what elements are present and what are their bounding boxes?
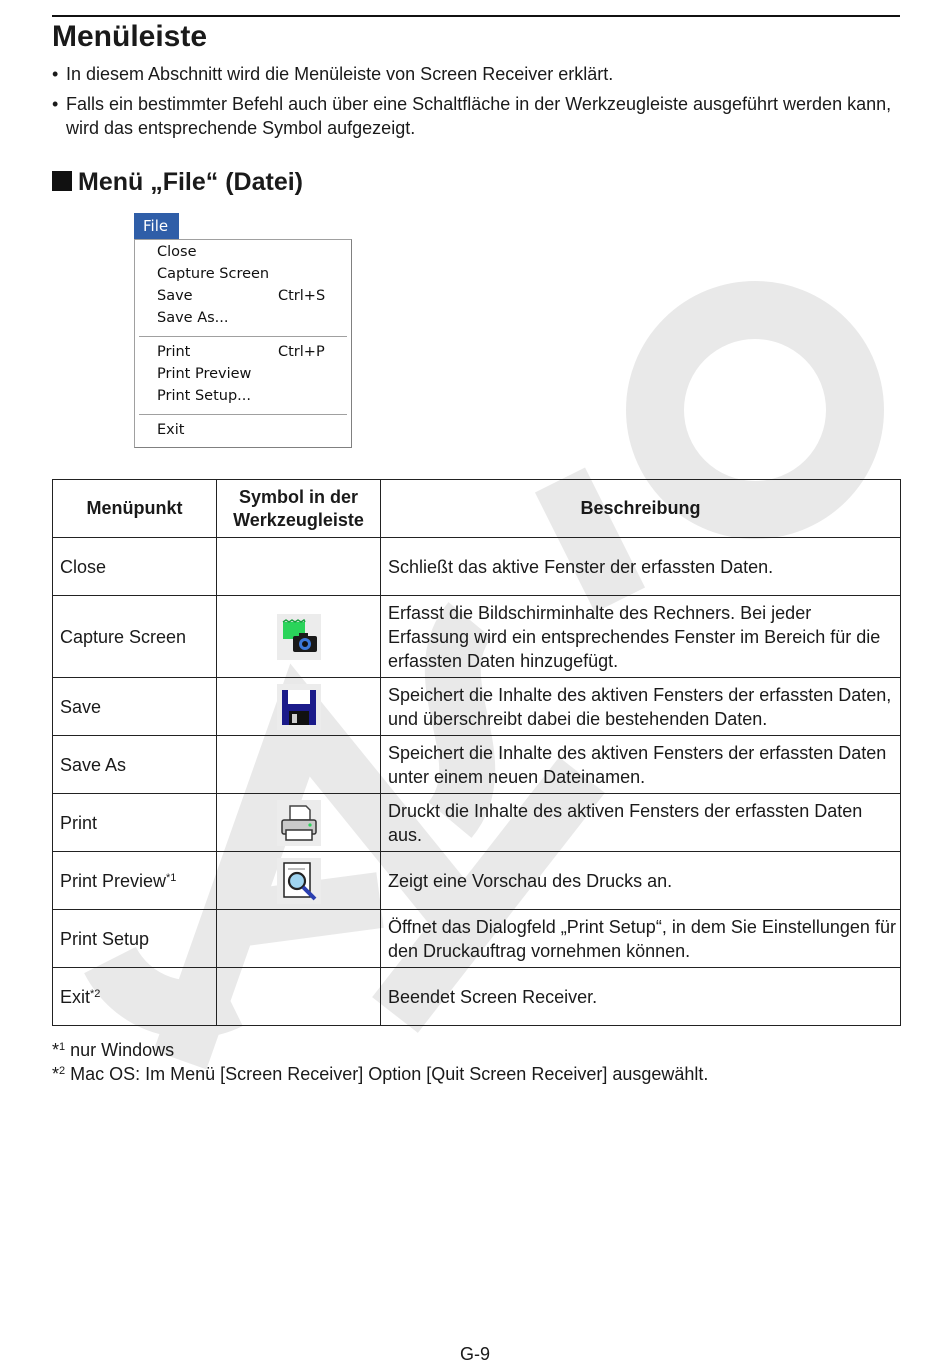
footnote: *$^1$ nur Windows — [52, 1040, 175, 1060]
table-row — [53, 538, 901, 596]
table-row — [53, 678, 901, 736]
footnote: *$^2$ Mac OS: Im Menü [Screen Receiver] Option [Quit Screen Receiver] ausgewählt. — [52, 1064, 709, 1084]
table-row — [53, 596, 901, 678]
row-symbol-cell — [217, 852, 381, 910]
row-symbol-cell — [217, 910, 381, 968]
menu-item-exit[interactable]: Exit — [157, 422, 185, 438]
row-description: Speichert die Inhalte des aktiven Fensters der erfassten Daten unter einem neuen Dateinamen. — [381, 736, 901, 794]
save-floppy-icon — [277, 684, 321, 730]
header-menu-item: Menüpunkt — [53, 480, 217, 538]
shortcut-label: Ctrl+P — [278, 344, 325, 360]
square-bullet-icon — [52, 171, 72, 191]
table-row — [53, 736, 901, 794]
top-rule — [52, 15, 900, 17]
row-item-label: Save As — [53, 736, 217, 794]
row-item-label: Close — [53, 538, 217, 596]
printer-icon — [277, 800, 321, 846]
row-symbol-cell — [217, 736, 381, 794]
row-description: Zeigt eine Vorschau des Drucks an. — [381, 852, 901, 910]
menu-table — [52, 479, 901, 1026]
row-item-label: Print — [53, 794, 217, 852]
row-item-label: Capture Screen — [53, 596, 217, 678]
print-preview-icon — [277, 858, 321, 904]
table-header-row — [53, 480, 901, 538]
file-menu-tab[interactable]: File — [134, 213, 179, 239]
bullet-item: • In diesem Abschnitt wird die Menüleiste von Screen Receiver erklärt. — [52, 62, 900, 86]
menu-item-save-as[interactable]: Save As... — [157, 310, 229, 326]
menu-item-close[interactable]: Close — [157, 244, 197, 260]
table-row — [53, 968, 901, 1026]
shortcut-label: Ctrl+S — [278, 288, 326, 304]
menu-item-print-setup[interactable]: Print Setup... — [157, 388, 251, 404]
row-description: Öffnet das Dialogfeld „Print Setup“, in dem Sie Einstellungen für den Druckauftrag vornehmen können. — [381, 910, 901, 968]
footnote-marker: *1 — [166, 871, 177, 884]
row-item-label: Save — [53, 678, 217, 736]
table-row — [53, 794, 901, 852]
row-symbol-cell — [217, 794, 381, 852]
capture-screen-icon — [277, 614, 321, 660]
row-symbol-cell — [217, 968, 381, 1026]
page-number: G-9 — [459, 1344, 490, 1364]
row-symbol-cell — [217, 596, 381, 678]
row-item-label: Print Setup — [53, 910, 217, 968]
header-toolbar-symbol: Symbol in der Werkzeugleiste — [217, 480, 381, 538]
row-description: Beendet Screen Receiver. — [381, 968, 901, 1026]
intro-bullets — [52, 62, 900, 146]
row-item-label: Print Preview$^{*1}$ — [53, 852, 217, 910]
footnotes — [52, 1038, 708, 1086]
table-row — [53, 852, 901, 910]
row-symbol-cell — [217, 678, 381, 736]
menu-separator — [139, 414, 347, 416]
menu-separator — [139, 336, 347, 338]
row-description: Speichert die Inhalte des aktiven Fensters der erfassten Daten, und überschreibt dabei die bestehenden Daten. — [381, 678, 901, 736]
page-title: Menüleiste — [52, 20, 208, 53]
row-description: Erfasst die Bildschirminhalte des Rechners. Bei jeder Erfassung wird ein entsprechendes Fenster im Bereich für die erfassten Daten hinzugefügt. — [381, 596, 901, 678]
footnote-marker: *2 — [90, 987, 101, 1000]
menu-item-print[interactable]: Print Ctrl+P — [157, 344, 325, 360]
table-row — [53, 910, 901, 968]
row-symbol-cell — [217, 538, 381, 596]
section-title — [52, 168, 303, 197]
menu-item-save[interactable]: Save Ctrl+S — [157, 288, 326, 304]
menu-item-print-preview[interactable]: Print Preview — [157, 366, 252, 382]
header-description: Beschreibung — [381, 480, 901, 538]
menu-item-capture-screen[interactable]: Capture Screen — [157, 266, 270, 282]
file-menu-dropdown — [134, 239, 352, 448]
row-description: Schließt das aktive Fenster der erfassten Daten. — [381, 538, 901, 596]
row-item-label: Exit$^{*2}$ — [53, 968, 217, 1026]
bullet-item: • Falls ein bestimmter Befehl auch über eine Schaltfläche in der Werkzeugleiste ausgeführt werden kann, wird das entsprechende Symbol aufgezeigt. — [52, 92, 900, 140]
section-title-text: Menü „File“ (Datei) — [78, 168, 304, 196]
row-description: Druckt die Inhalte des aktiven Fensters der erfassten Daten aus. — [381, 794, 901, 852]
